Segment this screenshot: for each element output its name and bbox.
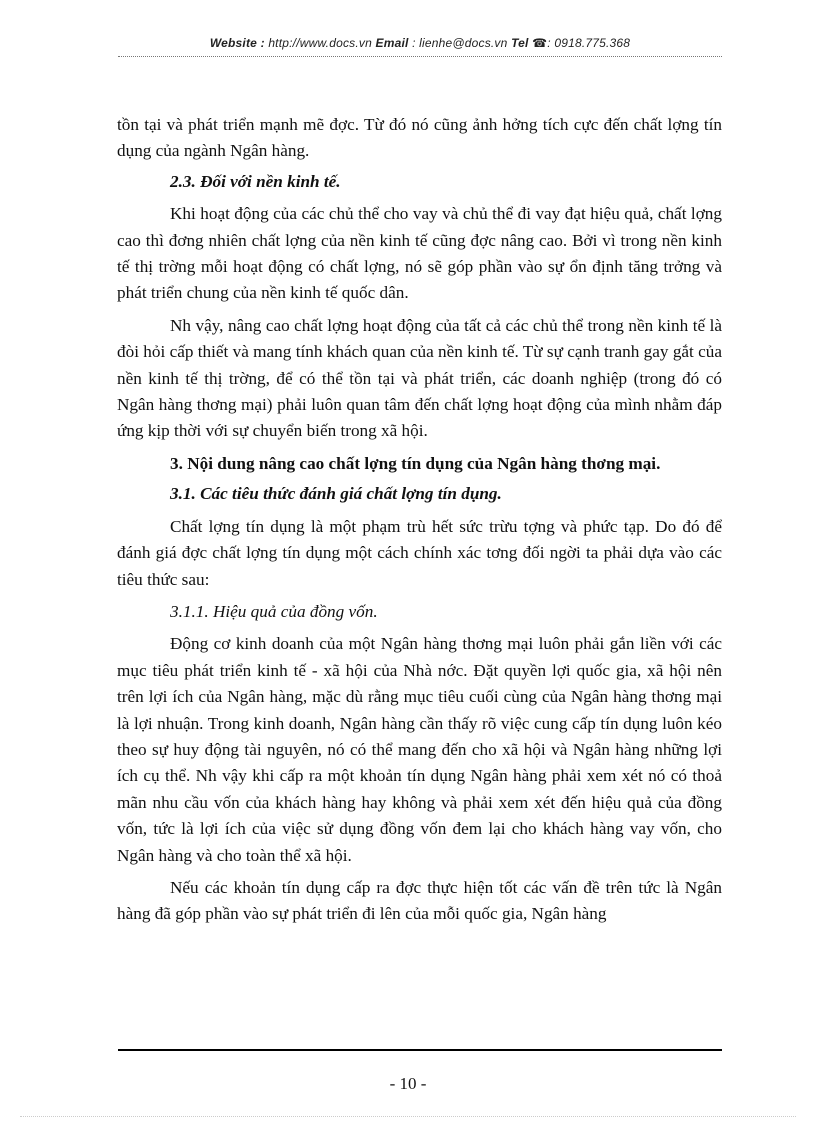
paragraph: Nh vậy, nâng cao chất lợng hoạt động của tất cả các chủ thể trong nền kinh tế là đòi hỏi cấp thiết và mang tính khách quan của nền kinh tế. Từ sự cạnh tranh gay gắt của nền kinh tế thị trờng, để có thể tồn tại và phát triển, các doanh nghiệp (trong đó có Ngân hàng thơng mại) phải luôn quan tâm đến chất lợng hoạt động của mình nhằm đáp ứng kịp thời với sự chuyển biến trong xã hội. bbox=[117, 315, 722, 441]
document-body bbox=[117, 112, 722, 928]
email-value: : lienhe@docs.vn bbox=[412, 36, 508, 50]
paragraph-continuation: tồn tại và phát triển mạnh mẽ đợc. Từ đó nó cũng ảnh hởng tích cực đến chất lợng tín dụng của ngành Ngân hàng. bbox=[117, 115, 722, 161]
section-heading-3-1-1: 3.1.1. Hiệu quả của đồng vốn. bbox=[170, 601, 378, 621]
tel-label: Tel bbox=[511, 36, 529, 50]
page-bottom-border bbox=[20, 1116, 796, 1117]
phone-icon: ☎ bbox=[532, 36, 548, 50]
website-label: Website : bbox=[209, 36, 265, 50]
paragraph: Động cơ kinh doanh của một Ngân hàng thơng mại luôn phải gắn liền với các mục tiêu phát triển kinh tế - xã hội của Nhà nớc. Đặt quyền lợi quốc gia, xã hội nên trên lợi ích của Ngân hàng, mặc dù rằng mục tiêu cuối cùng của Ngân hàng thơng mại là lợi nhuận. Trong kinh doanh, Ngân hàng cần thấy rõ việc cung cấp tín dụng luôn kéo theo sự huy động tài nguyên, nó có thể mang đến cho xã hội và Ngân hàng những lợi ích cụ thể. Nh vậy khi cấp ra một khoản tín dụng Ngân hàng phải xem xét nó có thoả mãn nhu cầu vốn của khách hàng hay không và phải xem xét đến hiệu quả của đồng vốn, tức là lợi ích của việc sử dụng đồng vốn đem lại cho khách hàng vay vốn, cho Ngân hàng và cho toàn thể xã hội. bbox=[117, 634, 722, 865]
email-label: Email bbox=[375, 36, 409, 50]
section-heading-2-3: 2.3. Đối với nền kinh tế. bbox=[170, 171, 341, 191]
paragraph: Khi hoạt động của các chủ thể cho vay và chủ thể đi vay đạt hiệu quả, chất lợng cao thì đơng nhiên chất lợng của nền kinh tế cũng đợc nâng cao. Bởi vì trong nền kinh tế thị trờng mỗi hoạt động có chất lợng, nó sẽ góp phần vào sự ổn định tăng trởng và phát triển chung của nền kinh tế quốc dân. bbox=[117, 204, 722, 303]
section-heading-3: 3. Nội dung nâng cao chất lợng tín dụng của Ngân hàng thơng mại. bbox=[170, 453, 661, 473]
tel-value: : 0918.775.368 bbox=[547, 36, 631, 50]
section-heading-3-1: 3.1. Các tiêu thức đánh giá chất lợng tín dụng. bbox=[170, 484, 502, 504]
website-value: http://www.docs.vn bbox=[268, 36, 372, 50]
paragraph: Chất lợng tín dụng là một phạm trù hết sức trừu tợng và phức tạp. Do đó để đánh giá đợc chất lợng tín dụng một cách chính xác tơng đối ngời ta phải dựa vào các tiêu thức sau: bbox=[117, 516, 722, 589]
header-divider bbox=[118, 56, 722, 57]
page-number: - 10 - bbox=[389, 1074, 427, 1093]
page-header bbox=[118, 36, 722, 50]
footer-divider bbox=[118, 1049, 722, 1051]
paragraph: Nếu các khoản tín dụng cấp ra đợc thực hiện tốt các vấn đề trên tức là Ngân hàng đã góp phần vào sự phát triển đi lên của mỗi quốc gia, Ngân hàng bbox=[117, 877, 722, 924]
